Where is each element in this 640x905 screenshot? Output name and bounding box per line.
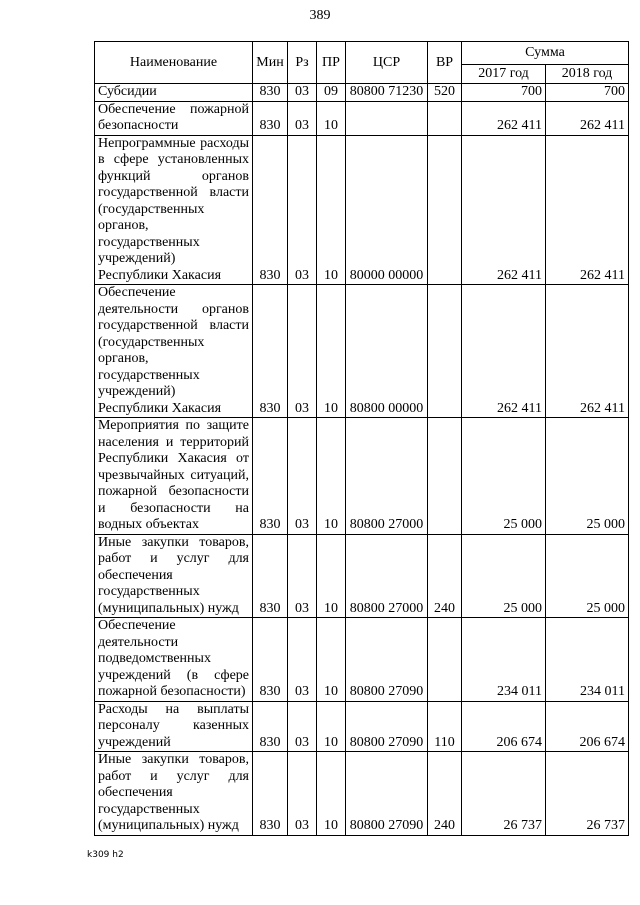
footer-document-code: k309 h2: [87, 850, 124, 860]
row-min: 830: [253, 534, 288, 618]
header-year-2018: 2018 год: [546, 65, 629, 84]
row-sum-2017: 234 011: [462, 618, 546, 702]
table-body: [95, 84, 629, 836]
row-sum-2017: 262 411: [462, 101, 546, 135]
row-min: 830: [253, 618, 288, 702]
table-row: [95, 285, 629, 418]
row-csr: 80800 27000: [346, 418, 428, 535]
row-name: Расходы на выплаты персоналу казенных учреждений: [95, 701, 253, 752]
row-sum-2017: 25 000: [462, 534, 546, 618]
row-vr: [428, 285, 462, 418]
row-name: Непрограммные расходы в сфере установленных функций органов государственной власти (государственных органов, государственных учреждений) Республики Хакасия: [95, 135, 253, 285]
header-sum: Сумма: [462, 42, 629, 65]
row-vr: [428, 618, 462, 702]
row-pr: 10: [317, 135, 346, 285]
budget-table: [94, 41, 629, 836]
row-rz: 03: [288, 135, 317, 285]
row-rz: 03: [288, 84, 317, 102]
table-row: [95, 135, 629, 285]
header-rz: Рз: [288, 42, 317, 84]
table-row: [95, 701, 629, 752]
row-pr: 10: [317, 285, 346, 418]
row-csr: 80800 27090: [346, 752, 428, 836]
row-rz: 03: [288, 285, 317, 418]
row-name: Обеспечение пожарной безопасности: [95, 101, 253, 135]
row-sum-2017: 26 737: [462, 752, 546, 836]
row-sum-2018: 26 737: [546, 752, 629, 836]
row-rz: 03: [288, 418, 317, 535]
row-sum-2017: 262 411: [462, 135, 546, 285]
row-pr: 10: [317, 101, 346, 135]
row-pr: 10: [317, 701, 346, 752]
row-pr: 09: [317, 84, 346, 102]
row-csr: 80800 27090: [346, 701, 428, 752]
row-vr: [428, 135, 462, 285]
row-rz: 03: [288, 752, 317, 836]
row-name: Обеспечение деятельности подведомственных учреждений (в сфере пожарной безопасности): [95, 618, 253, 702]
row-pr: 10: [317, 418, 346, 535]
row-vr: [428, 418, 462, 535]
row-pr: 10: [317, 618, 346, 702]
row-rz: 03: [288, 101, 317, 135]
row-sum-2017: 700: [462, 84, 546, 102]
row-sum-2018: 262 411: [546, 101, 629, 135]
header-csr: ЦСР: [346, 42, 428, 84]
header-pr: ПР: [317, 42, 346, 84]
row-sum-2018: 262 411: [546, 285, 629, 418]
row-min: 830: [253, 418, 288, 535]
row-vr: 520: [428, 84, 462, 102]
row-csr: 80800 00000: [346, 285, 428, 418]
row-csr: 80800 71230: [346, 84, 428, 102]
row-vr: 240: [428, 752, 462, 836]
table-row: [95, 534, 629, 618]
row-name: Иные закупки товаров, работ и услуг для обеспечения государственных (муниципальных) нужд: [95, 752, 253, 836]
row-sum-2018: 25 000: [546, 418, 629, 535]
row-sum-2018: 234 011: [546, 618, 629, 702]
row-sum-2018: 262 411: [546, 135, 629, 285]
table-header: [95, 42, 629, 84]
header-min: Мин: [253, 42, 288, 84]
row-min: 830: [253, 285, 288, 418]
row-name: Обеспечение деятельности органов государственной власти (государственных органов, государственных учреждений) Республики Хакасия: [95, 285, 253, 418]
row-min: 830: [253, 701, 288, 752]
row-name: Иные закупки товаров, работ и услуг для обеспечения государственных (муниципальных) нужд: [95, 534, 253, 618]
page-number: 389: [309, 8, 331, 23]
row-csr: [346, 101, 428, 135]
header-vr: ВР: [428, 42, 462, 84]
row-min: 830: [253, 752, 288, 836]
row-sum-2017: 262 411: [462, 285, 546, 418]
row-vr: 240: [428, 534, 462, 618]
row-sum-2018: 700: [546, 84, 629, 102]
row-sum-2017: 25 000: [462, 418, 546, 535]
row-csr: 80800 27090: [346, 618, 428, 702]
row-vr: 110: [428, 701, 462, 752]
table-row: [95, 101, 629, 135]
header-name: Наименование: [95, 42, 253, 84]
table-row: [95, 84, 629, 102]
row-rz: 03: [288, 534, 317, 618]
row-sum-2018: 206 674: [546, 701, 629, 752]
row-sum-2017: 206 674: [462, 701, 546, 752]
row-csr: 80800 27000: [346, 534, 428, 618]
table-row: [95, 752, 629, 836]
table-row: [95, 618, 629, 702]
table-row: [95, 418, 629, 535]
row-csr: 80000 00000: [346, 135, 428, 285]
row-sum-2018: 25 000: [546, 534, 629, 618]
row-min: 830: [253, 101, 288, 135]
row-vr: [428, 101, 462, 135]
row-min: 830: [253, 84, 288, 102]
row-name: Мероприятия по защите населения и территорий Республики Хакасия от чрезвычайных ситуаций, пожарной безопасности и безопасности на водных объектах: [95, 418, 253, 535]
row-pr: 10: [317, 752, 346, 836]
row-pr: 10: [317, 534, 346, 618]
header-year-2017: 2017 год: [462, 65, 546, 84]
row-rz: 03: [288, 701, 317, 752]
row-name: Субсидии: [95, 84, 253, 102]
row-rz: 03: [288, 618, 317, 702]
row-min: 830: [253, 135, 288, 285]
